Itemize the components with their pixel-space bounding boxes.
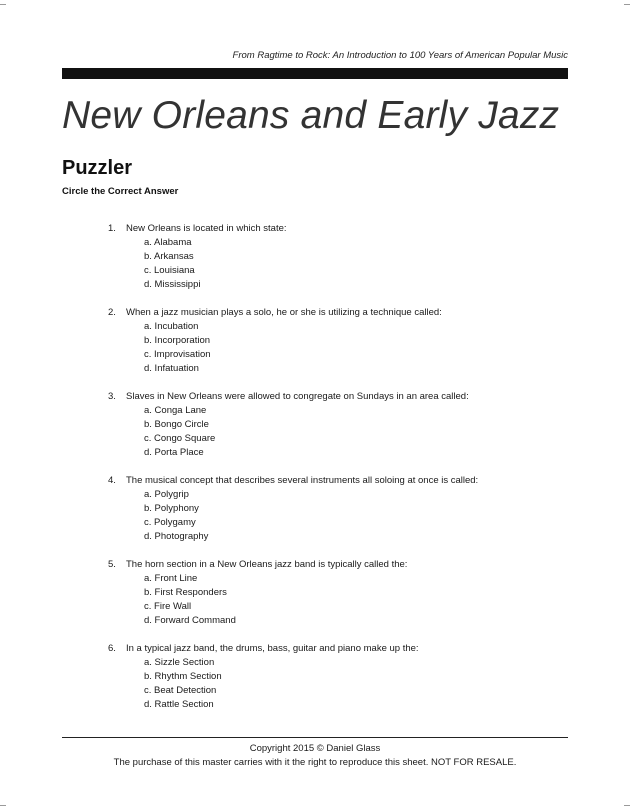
question-number: 5.: [108, 559, 116, 570]
answer-option[interactable]: a. Conga Lane: [144, 405, 207, 416]
question-line: [108, 558, 568, 572]
answer-option[interactable]: a. Alabama: [144, 237, 192, 248]
answer-option[interactable]: d. Photography: [144, 531, 209, 542]
running-header: From Ragtime to Rock: An Introduction to 100 Years of American Popular Music: [232, 50, 568, 61]
answer-options: [144, 656, 568, 712]
answer-option[interactable]: d. Infatuation: [144, 363, 199, 374]
question-text: The horn section in a New Orleans jazz band is typically called the:: [126, 559, 408, 570]
crop-mark-bottom-left: [0, 799, 6, 806]
question-text: In a typical jazz band, the drums, bass, guitar and piano make up the:: [126, 643, 419, 654]
answer-option[interactable]: c. Beat Detection: [144, 685, 217, 696]
question-text: When a jazz musician plays a solo, he or she is utilizing a technique called:: [126, 307, 442, 318]
crop-mark-top-left: [0, 4, 6, 11]
question-5: [108, 558, 568, 628]
answer-options: [144, 236, 568, 292]
answer-option[interactable]: d. Forward Command: [144, 615, 236, 626]
question-number: 4.: [108, 475, 116, 486]
question-line: [108, 222, 568, 236]
question-6: [108, 642, 568, 712]
answer-option[interactable]: c. Fire Wall: [144, 601, 192, 612]
answer-option[interactable]: a. Front Line: [144, 573, 198, 584]
answer-options: [144, 488, 568, 544]
answer-option[interactable]: b. First Responders: [144, 587, 227, 598]
question-3: [108, 390, 568, 460]
question-number: 3.: [108, 391, 116, 402]
question-line: [108, 474, 568, 488]
crop-mark-top-right: [624, 4, 630, 11]
answer-option[interactable]: b. Bongo Circle: [144, 419, 209, 430]
answer-option[interactable]: b. Rhythm Section: [144, 671, 222, 682]
answer-options: [144, 320, 568, 376]
question-list: [108, 222, 568, 726]
copyright: Copyright 2015 © Daniel Glass: [249, 743, 381, 754]
answer-option[interactable]: d. Mississippi: [144, 279, 201, 290]
reproduction-notice: The purchase of this master carries with it the right to reproduce this sheet. NOT FOR RESALE.: [113, 757, 517, 768]
question-1: [108, 222, 568, 292]
chapter-title: New Orleans and Early Jazz: [62, 94, 560, 137]
question-text: New Orleans is located in which state:: [126, 223, 287, 234]
question-2: [108, 306, 568, 376]
answer-option[interactable]: c. Louisiana: [144, 265, 195, 276]
answer-option[interactable]: c. Congo Square: [144, 433, 216, 444]
answer-option[interactable]: d. Rattle Section: [144, 699, 214, 710]
question-number: 1.: [108, 223, 116, 234]
question-line: [108, 306, 568, 320]
crop-mark-bottom-right: [624, 799, 630, 806]
answer-option[interactable]: c. Improvisation: [144, 349, 211, 360]
answer-options: [144, 572, 568, 628]
question-number: 2.: [108, 307, 116, 318]
answer-option[interactable]: c. Polygamy: [144, 517, 196, 528]
header-bar: [62, 68, 568, 79]
footer-rule: [62, 737, 568, 738]
question-4: [108, 474, 568, 544]
section-title: Puzzler: [62, 157, 133, 179]
answer-option[interactable]: b. Arkansas: [144, 251, 194, 262]
answer-option[interactable]: d. Porta Place: [144, 447, 204, 458]
answer-option[interactable]: b. Polyphony: [144, 503, 199, 514]
question-text: Slaves in New Orleans were allowed to congregate on Sundays in an area called:: [126, 391, 469, 402]
answer-options: [144, 404, 568, 460]
question-line: [108, 390, 568, 404]
answer-option[interactable]: a. Polygrip: [144, 489, 189, 500]
answer-option[interactable]: a. Incubation: [144, 321, 199, 332]
answer-option[interactable]: b. Incorporation: [144, 335, 211, 346]
question-text: The musical concept that describes several instruments all soloing at once is called:: [126, 475, 479, 486]
answer-option[interactable]: a. Sizzle Section: [144, 657, 215, 668]
instruction: Circle the Correct Answer: [62, 186, 179, 197]
question-line: [108, 642, 568, 656]
question-number: 6.: [108, 643, 116, 654]
